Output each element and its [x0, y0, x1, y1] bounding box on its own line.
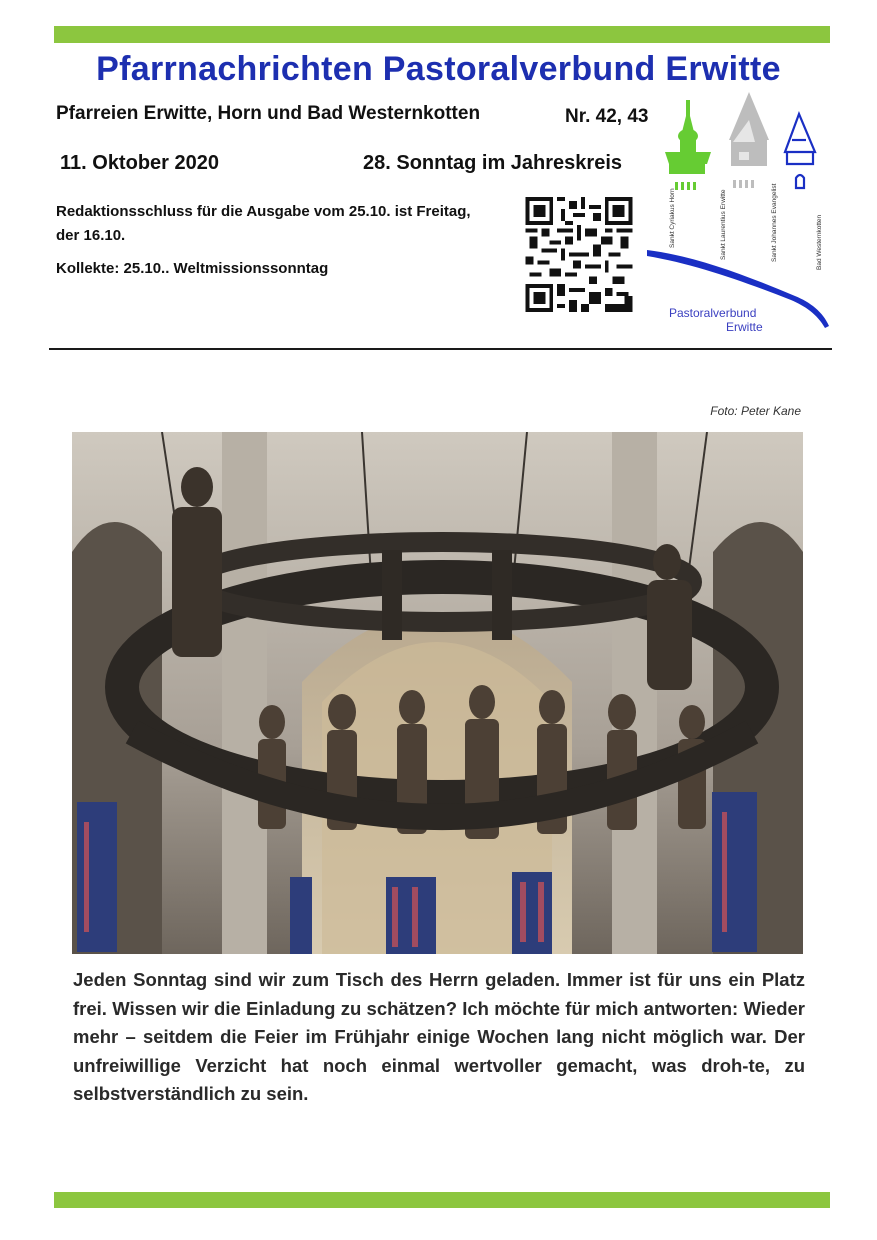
liturgical-sunday: 28. Sonntag im Jahreskreis — [363, 152, 623, 174]
logo-line1: Pastoralverbund — [669, 306, 757, 320]
logo-church1-label: Sankt Cyriakus Horn — [669, 188, 676, 248]
logo-line2: Erwitte — [726, 320, 763, 334]
bottom-accent-bar — [54, 1192, 830, 1208]
header-divider — [49, 348, 832, 350]
logo-church3-label: Sankt Johannes Evangelist — [771, 183, 778, 262]
blue-church-icon — [785, 114, 815, 188]
green-church-icon — [665, 100, 711, 190]
article-text: Jeden Sonntag sind wir zum Tisch des Herrn geladen. Immer ist für uns ein Platz frei. Wissen wir die Einladung zu schätzen? Ich möchte für mich antworten: Wieder mehr – seitdem die Feier im Frühjahr einige Wochen lang nicht möglich war. Der unfreiwillige Verzicht hat noch einmal wertvoller gemacht, was droh-te, zu selbstverständlich zu sein. — [73, 969, 805, 1104]
pastoralverbund-logo — [645, 90, 833, 338]
cathedral-ring-photo — [72, 432, 803, 954]
logo-church4-label: Bad Westernkotten — [816, 214, 823, 270]
grey-church-icon — [729, 92, 769, 188]
photo-credit: Foto: Peter Kane — [710, 404, 801, 418]
issue-number: Nr. 42, 43 — [565, 106, 649, 127]
qr-code[interactable] — [525, 197, 633, 312]
parishes-line: Pfarreien Erwitte, Horn und Bad Westernkotten — [56, 103, 481, 124]
collection-note: Kollekte: 25.10.. Weltmissionssonntag — [56, 260, 329, 277]
logo-church2-label: Sankt Laurentius Erwitte — [720, 189, 727, 260]
editorial-deadline: Redaktionsschluss für die Ausgabe vom 25.10. ist Freitag, der 16.10. — [56, 203, 471, 244]
newsletter-title: Pfarrnachrichten Pastoralverbund Erwitte — [96, 50, 781, 88]
top-accent-bar — [54, 26, 830, 43]
issue-date: 11. Oktober 2020 — [60, 152, 219, 174]
